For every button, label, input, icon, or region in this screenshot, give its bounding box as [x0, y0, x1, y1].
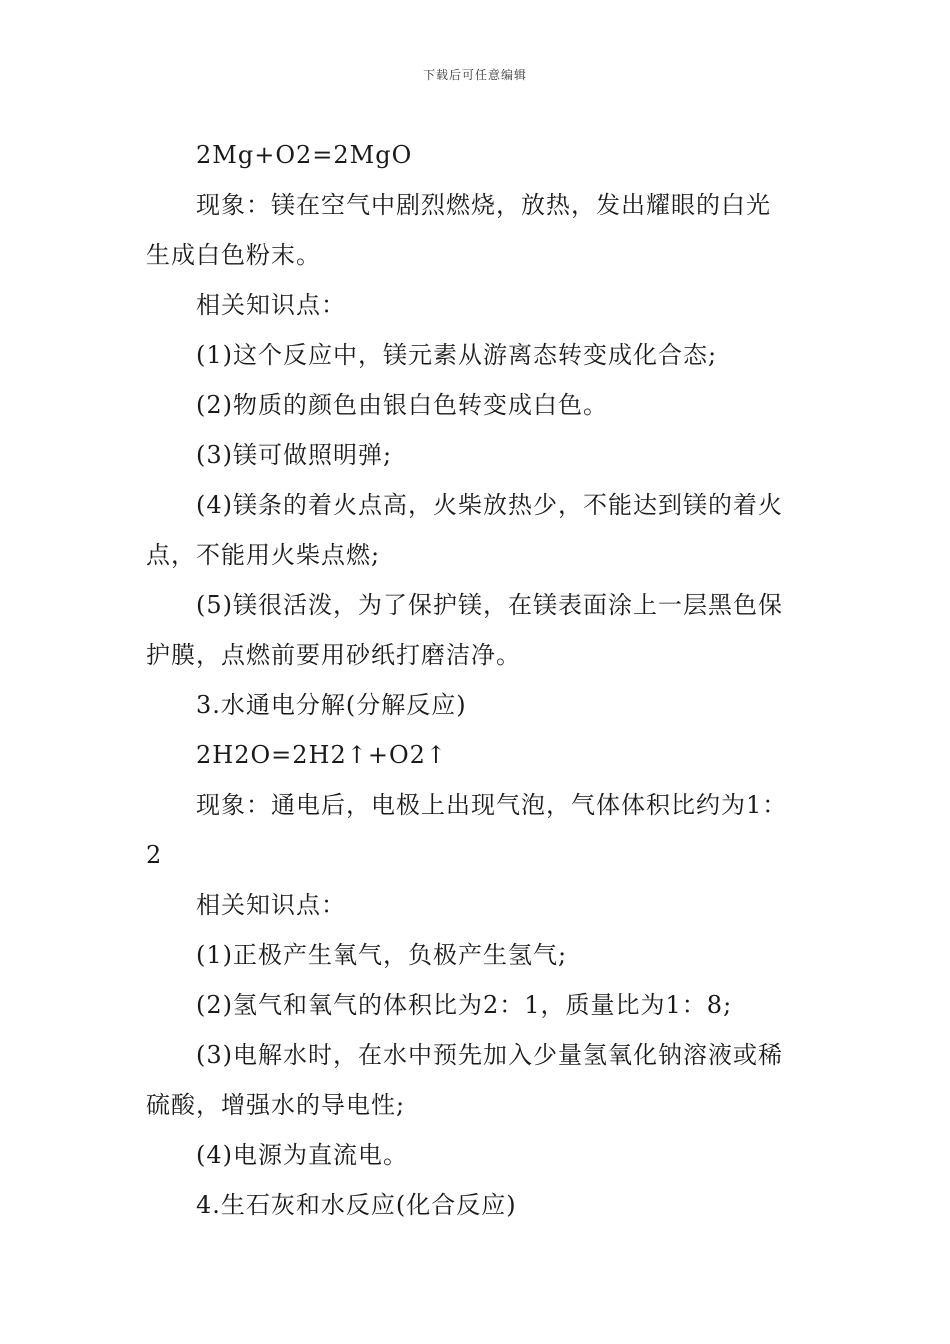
list-item: (5)镁很活泼，为了保护镁，在镁表面涂上一层黑色保 [196, 591, 783, 619]
list-item: (4)电源为直流电。 [196, 1141, 408, 1169]
section-label: 相关知识点： [196, 291, 346, 319]
paragraph-line: 生成白色粉末。 [146, 241, 321, 269]
list-item: (2)氢气和氧气的体积比为2：1，质量比为1：8; [196, 991, 733, 1019]
section-label: 相关知识点： [196, 891, 346, 919]
list-item: (2)物质的颜色由银白色转变成白色。 [196, 391, 608, 419]
list-item: (1)这个反应中，镁元素从游离态转变成化合态; [196, 341, 718, 369]
paragraph-line: 2 [146, 841, 163, 869]
equation-line: 2Mg+O2=2MgO [196, 141, 413, 169]
list-item: (3)镁可做照明弹; [196, 441, 393, 469]
list-item: (3)电解水时，在水中预先加入少量氢氧化钠溶液或稀 [196, 1041, 783, 1069]
document-body [146, 130, 810, 1230]
section-heading: 3.水通电分解(分解反应) [196, 691, 467, 719]
section-heading: 4.生石灰和水反应(化合反应) [196, 1191, 517, 1219]
list-item: (1)正极产生氧气，负极产生氢气; [196, 941, 568, 969]
list-item-continuation: 护膜，点燃前要用砂纸打磨洁净。 [146, 641, 521, 669]
list-item-continuation: 硫酸，增强水的导电性; [146, 1091, 406, 1119]
equation-line: 2H2O=2H2↑+O2↑ [196, 741, 447, 769]
list-item: (4)镁条的着火点高，火柴放热少，不能达到镁的着火 [196, 491, 783, 519]
paragraph-line: 现象：镁在空气中剧烈燃烧，放热，发出耀眼的白光 [196, 191, 771, 219]
page-header: 下载后可任意编辑 [422, 68, 527, 82]
paragraph-line: 现象：通电后，电极上出现气泡，气体体积比约为1： [196, 791, 788, 819]
list-item-continuation: 点，不能用火柴点燃; [146, 541, 381, 569]
